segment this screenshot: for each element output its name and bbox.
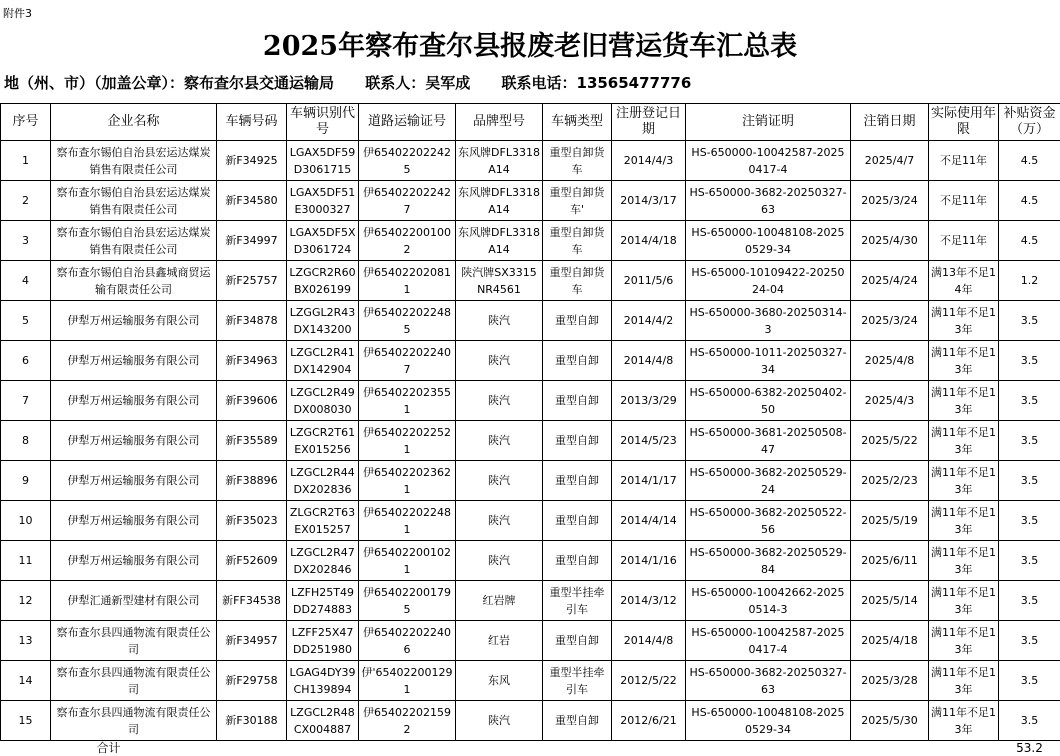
brand-cell: 陕汽牌SX3315NR4561: [456, 261, 543, 301]
plate-cell: 新F34878: [217, 301, 287, 341]
seq-cell: 13: [1, 621, 51, 661]
company-cell: 伊犁万州运输服务有限公司: [51, 501, 217, 541]
years-used-cell: 不足11年: [929, 141, 999, 181]
seq-cell: 12: [1, 581, 51, 621]
permit-cell: 伊654022022406: [359, 621, 456, 661]
years-used-cell: 满11年不足13年: [929, 701, 999, 741]
brand-cell: 陕汽: [456, 701, 543, 741]
company-cell: 察布查尔县四通物流有限责任公司: [51, 701, 217, 741]
register-date-cell: 2013/3/29: [612, 381, 686, 421]
company-cell: 伊犁万州运输服务有限公司: [51, 341, 217, 381]
seq-cell: 10: [1, 501, 51, 541]
header-cell: 品牌型号: [456, 104, 543, 141]
cancel-date-cell: 2025/4/18: [851, 621, 929, 661]
seq-cell: 2: [1, 181, 51, 221]
vehicle-type-cell: 重型自卸货车: [543, 261, 612, 301]
table-row: [1, 261, 1060, 301]
attachment-label: 附件3: [3, 7, 32, 20]
cancel-cert-cell: HS-650000-10042587-20250417-4: [686, 141, 851, 181]
brand-cell: 东风: [456, 661, 543, 701]
plate-cell: 新F34580: [217, 181, 287, 221]
vehicle-type-cell: 重型自卸: [543, 301, 612, 341]
seq-cell: 14: [1, 661, 51, 701]
years-used-cell: 不足11年: [929, 221, 999, 261]
subsidy-cell: 3.5: [999, 341, 1060, 381]
region-info-line: [4, 72, 717, 93]
company-cell: 察布查尔县四通物流有限责任公司: [51, 621, 217, 661]
vin-cell: ZLGCR2T63EX015257: [287, 501, 359, 541]
vin-cell: LGAX5DF59D3061715: [287, 141, 359, 181]
vehicle-type-cell: 重型半挂牵引车: [543, 581, 612, 621]
plate-cell: 新F34997: [217, 221, 287, 261]
subsidy-cell: 3.5: [999, 581, 1060, 621]
cancel-cert-cell: HS-650000-10042662-20250514-3: [686, 581, 851, 621]
cancel-date-cell: 2025/3/24: [851, 301, 929, 341]
permit-cell: 伊654022001021: [359, 541, 456, 581]
vin-cell: LGAX5DF51E3000327: [287, 181, 359, 221]
header-cell: 道路运输证号: [359, 104, 456, 141]
brand-cell: 东风牌DFL3318A14: [456, 181, 543, 221]
subsidy-cell: 3.5: [999, 541, 1060, 581]
cancel-cert-cell: HS-650000-3682-20250327-63: [686, 661, 851, 701]
table-row: [1, 701, 1060, 741]
company-cell: 伊犁万州运输服务有限公司: [51, 301, 217, 341]
register-date-cell: 2014/4/18: [612, 221, 686, 261]
years-used-cell: 满11年不足13年: [929, 501, 999, 541]
register-date-cell: 2012/5/22: [612, 661, 686, 701]
years-used-cell: 满11年不足13年: [929, 541, 999, 581]
brand-cell: 陕汽: [456, 541, 543, 581]
register-date-cell: 2014/4/14: [612, 501, 686, 541]
company-cell: 察布查尔锡伯自治县鑫城商贸运输有限责任公司: [51, 261, 217, 301]
years-used-cell: 满11年不足13年: [929, 341, 999, 381]
cancel-date-cell: 2025/4/3: [851, 381, 929, 421]
header-cell: 车辆识别代号: [287, 104, 359, 141]
brand-cell: 陕汽: [456, 381, 543, 421]
header-cell: 注册登记日期: [612, 104, 686, 141]
header-cell: 补贴资金（万）: [999, 104, 1060, 141]
cancel-date-cell: 2025/4/24: [851, 261, 929, 301]
plate-cell: 新F35023: [217, 501, 287, 541]
company-cell: 伊犁万州运输服务有限公司: [51, 421, 217, 461]
table-row: [1, 301, 1060, 341]
plate-cell: 新F29758: [217, 661, 287, 701]
years-used-cell: 不足11年: [929, 181, 999, 221]
vin-cell: LZGCL2R49DX008030: [287, 381, 359, 421]
permit-cell: 伊654022020811: [359, 261, 456, 301]
company-cell: 伊犁汇通新型建材有限公司: [51, 581, 217, 621]
cancel-date-cell: 2025/4/8: [851, 341, 929, 381]
years-used-cell: 满11年不足13年: [929, 301, 999, 341]
years-used-cell: 满13年不足14年: [929, 261, 999, 301]
total-value: 53.2: [999, 741, 1060, 756]
seq-cell: 15: [1, 701, 51, 741]
plate-cell: 新F30188: [217, 701, 287, 741]
permit-cell: 伊654022022427: [359, 181, 456, 221]
table-row: [1, 141, 1060, 181]
cancel-cert-cell: HS-65000-10109422-2025024-04: [686, 261, 851, 301]
vehicle-type-cell: 重型自卸: [543, 381, 612, 421]
vehicle-type-cell: 重型自卸货车: [543, 141, 612, 181]
seq-cell: 7: [1, 381, 51, 421]
cancel-date-cell: 2025/2/23: [851, 461, 929, 501]
brand-cell: 红岩牌: [456, 581, 543, 621]
seq-cell: 3: [1, 221, 51, 261]
table-row: [1, 341, 1060, 381]
permit-cell: 伊654022001795: [359, 581, 456, 621]
table-row: [1, 541, 1060, 581]
register-date-cell: 2014/4/8: [612, 341, 686, 381]
vin-cell: LZGCL2R44DX202836: [287, 461, 359, 501]
seq-cell: 4: [1, 261, 51, 301]
header-row: [1, 104, 1060, 141]
page-title: 2025年察布查尔县报废老旧营运货车汇总表: [262, 31, 798, 62]
company-cell: 伊犁万州运输服务有限公司: [51, 381, 217, 421]
plate-cell: 新F34957: [217, 621, 287, 661]
vehicle-type-cell: 重型半挂牵引车: [543, 661, 612, 701]
company-cell: 察布查尔锡伯自治县宏运达煤炭销售有限责任公司: [51, 141, 217, 181]
plate-cell: 新F35589: [217, 421, 287, 461]
vehicle-type-cell: 重型自卸: [543, 461, 612, 501]
cancel-cert-cell: HS-650000-3682-20250327-63: [686, 181, 851, 221]
table-body: [1, 141, 1060, 741]
years-used-cell: 满11年不足13年: [929, 621, 999, 661]
brand-cell: 东风牌DFL3318A14: [456, 221, 543, 261]
vehicle-type-cell: 重型自卸: [543, 421, 612, 461]
table-row: [1, 421, 1060, 461]
table-row: [1, 661, 1060, 701]
vehicle-type-cell: 重型自卸货车: [543, 221, 612, 261]
header-cell: 车辆号码: [217, 104, 287, 141]
vin-cell: LZGCL2R48CX004887: [287, 701, 359, 741]
plate-cell: 新F25757: [217, 261, 287, 301]
brand-cell: 东风牌DFL3318A14: [456, 141, 543, 181]
permit-cell: 伊654022022521: [359, 421, 456, 461]
vehicle-type-cell: 重型自卸: [543, 501, 612, 541]
vin-cell: LZFH25T49DD274883: [287, 581, 359, 621]
table-row: [1, 221, 1060, 261]
header-cell: 注销日期: [851, 104, 929, 141]
vehicle-type-cell: 重型自卸: [543, 541, 612, 581]
cancel-cert-cell: HS-650000-6382-20250402-50: [686, 381, 851, 421]
permit-cell: 伊654022022407: [359, 341, 456, 381]
subsidy-cell: 3.5: [999, 621, 1060, 661]
plate-cell: 新F52609: [217, 541, 287, 581]
company-cell: 伊犁万州运输服务有限公司: [51, 461, 217, 501]
plate-cell: 新F34925: [217, 141, 287, 181]
permit-cell: 伊654022022485: [359, 301, 456, 341]
vehicle-type-cell: 重型自卸: [543, 621, 612, 661]
cancel-date-cell: 2025/4/7: [851, 141, 929, 181]
company-cell: 察布查尔县四通物流有限责任公司: [51, 661, 217, 701]
total-spacer: [217, 741, 999, 756]
cancel-cert-cell: HS-650000-3680-20250314-3: [686, 301, 851, 341]
vin-cell: LZGCL2R41DX142904: [287, 341, 359, 381]
cancel-date-cell: 2025/5/30: [851, 701, 929, 741]
permit-cell: 伊654022022425: [359, 141, 456, 181]
brand-cell: 陕汽: [456, 341, 543, 381]
subsidy-cell: 3.5: [999, 501, 1060, 541]
brand-cell: 陕汽: [456, 301, 543, 341]
subsidy-cell: 1.2: [999, 261, 1060, 301]
years-used-cell: 满11年不足13年: [929, 381, 999, 421]
table-row: [1, 461, 1060, 501]
table-row: [1, 181, 1060, 221]
header-cell: 注销证明: [686, 104, 851, 141]
plate-cell: 新F39606: [217, 381, 287, 421]
permit-cell: 伊654022023551: [359, 381, 456, 421]
seq-cell: 6: [1, 341, 51, 381]
register-date-cell: 2014/3/17: [612, 181, 686, 221]
plate-cell: 新F34963: [217, 341, 287, 381]
register-date-cell: 2012/6/21: [612, 701, 686, 741]
contact-phone: 联系电话：13565477776: [501, 74, 692, 92]
seq-cell: 5: [1, 301, 51, 341]
cancel-cert-cell: HS-650000-3681-20250508-47: [686, 421, 851, 461]
register-date-cell: 2014/1/16: [612, 541, 686, 581]
permit-cell: 伊'654022001291: [359, 661, 456, 701]
register-date-cell: 2014/1/17: [612, 461, 686, 501]
cancel-cert-cell: HS-650000-3682-20250529-24: [686, 461, 851, 501]
permit-cell: 伊654022023621: [359, 461, 456, 501]
register-date-cell: 2014/5/23: [612, 421, 686, 461]
vin-cell: LZGCR2T61EX015256: [287, 421, 359, 461]
cancel-cert-cell: HS-650000-10048108-20250529-34: [686, 221, 851, 261]
subsidy-cell: 3.5: [999, 661, 1060, 701]
cancel-date-cell: 2025/3/24: [851, 181, 929, 221]
cancel-date-cell: 2025/5/19: [851, 501, 929, 541]
table-row: [1, 621, 1060, 661]
permit-cell: 伊654022021592: [359, 701, 456, 741]
subsidy-cell: 4.5: [999, 181, 1060, 221]
vin-cell: LZFF25X47DD251980: [287, 621, 359, 661]
permit-cell: 伊654022022481: [359, 501, 456, 541]
plate-cell: 新F38896: [217, 461, 287, 501]
company-cell: 察布查尔锡伯自治县宏运达煤炭销售有限责任公司: [51, 181, 217, 221]
years-used-cell: 满11年不足13年: [929, 581, 999, 621]
cancel-cert-cell: HS-650000-1011-20250327-34: [686, 341, 851, 381]
permit-cell: 伊654022001002: [359, 221, 456, 261]
cancel-date-cell: 2025/5/22: [851, 421, 929, 461]
vin-cell: LGAX5DF5XD3061724: [287, 221, 359, 261]
subsidy-cell: 4.5: [999, 221, 1060, 261]
vin-cell: LZGCL2R47DX202846: [287, 541, 359, 581]
subsidy-cell: 3.5: [999, 301, 1060, 341]
cancel-cert-cell: HS-650000-10048108-20250529-34: [686, 701, 851, 741]
region-label: 地（州、市）（加盖公章）：察布查尔县交通运输局: [4, 74, 335, 92]
header-cell: 车辆类型: [543, 104, 612, 141]
cancel-date-cell: 2025/5/14: [851, 581, 929, 621]
brand-cell: 陕汽: [456, 461, 543, 501]
cancel-cert-cell: HS-650000-3682-20250522-56: [686, 501, 851, 541]
cancel-date-cell: 2025/6/11: [851, 541, 929, 581]
vehicle-type-cell: 重型自卸: [543, 701, 612, 741]
brand-cell: 陕汽: [456, 421, 543, 461]
register-date-cell: 2014/4/3: [612, 141, 686, 181]
vin-cell: LGAG4DY39CH139894: [287, 661, 359, 701]
cancel-cert-cell: HS-650000-10042587-20250417-4: [686, 621, 851, 661]
seq-cell: 9: [1, 461, 51, 501]
register-date-cell: 2014/4/2: [612, 301, 686, 341]
header-cell: 企业名称: [51, 104, 217, 141]
contact-person: 联系人：吴军成: [365, 74, 471, 92]
vehicle-type-cell: 重型自卸: [543, 341, 612, 381]
subsidy-cell: 3.5: [999, 461, 1060, 501]
table-row: [1, 581, 1060, 621]
register-date-cell: 2011/5/6: [612, 261, 686, 301]
total-label: 合计: [1, 741, 217, 756]
brand-cell: 陕汽: [456, 501, 543, 541]
company-cell: 伊犁万州运输服务有限公司: [51, 541, 217, 581]
brand-cell: 红岩: [456, 621, 543, 661]
table-row: [1, 381, 1060, 421]
cancel-cert-cell: HS-650000-3682-20250529-84: [686, 541, 851, 581]
header-cell: 实际使用年限: [929, 104, 999, 141]
seq-cell: 11: [1, 541, 51, 581]
table-row: [1, 501, 1060, 541]
seq-cell: 8: [1, 421, 51, 461]
register-date-cell: 2014/3/12: [612, 581, 686, 621]
cancel-date-cell: 2025/3/28: [851, 661, 929, 701]
header-cell: 序号: [1, 104, 51, 141]
register-date-cell: 2014/4/8: [612, 621, 686, 661]
subsidy-cell: 3.5: [999, 701, 1060, 741]
company-cell: 察布查尔锡伯自治县宏运达煤炭销售有限责任公司: [51, 221, 217, 261]
total-row: [1, 741, 1060, 756]
subsidy-cell: 3.5: [999, 381, 1060, 421]
summary-table: [0, 103, 1060, 755]
subsidy-cell: 4.5: [999, 141, 1060, 181]
cancel-date-cell: 2025/4/30: [851, 221, 929, 261]
vehicle-type-cell: 重型自卸货车': [543, 181, 612, 221]
plate-cell: 新FF34538: [217, 581, 287, 621]
vin-cell: LZGGL2R43DX143200: [287, 301, 359, 341]
vin-cell: LZGCR2R60BX026199: [287, 261, 359, 301]
years-used-cell: 满11年不足13年: [929, 461, 999, 501]
subsidy-cell: 3.5: [999, 421, 1060, 461]
seq-cell: 1: [1, 141, 51, 181]
years-used-cell: 满11年不足13年: [929, 421, 999, 461]
years-used-cell: 满11年不足13年: [929, 661, 999, 701]
